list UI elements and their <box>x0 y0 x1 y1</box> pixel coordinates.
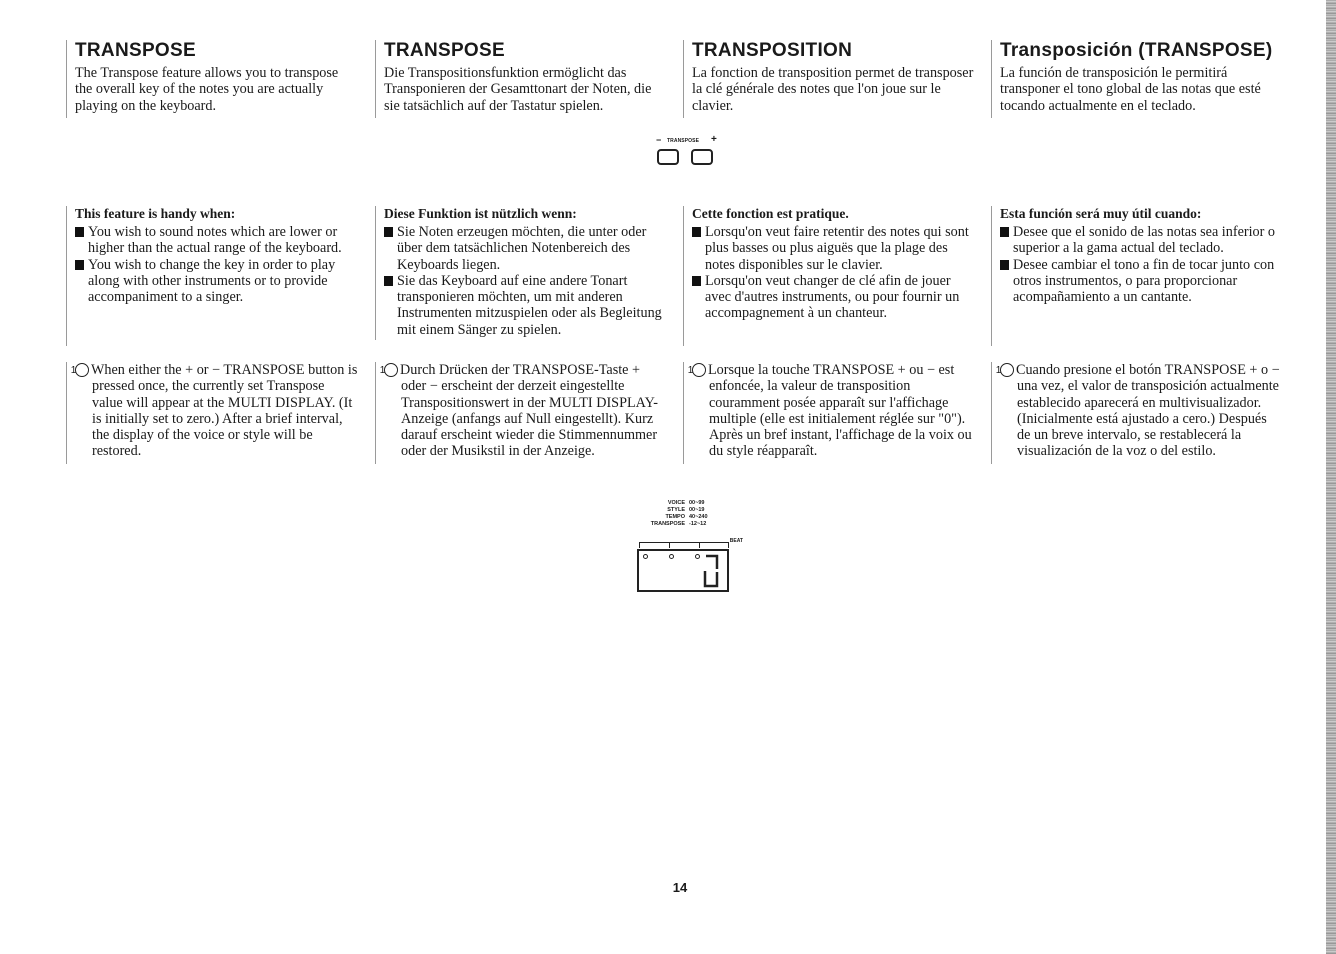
transpose-plus-label: + <box>711 134 717 145</box>
bullet-square-icon <box>384 276 393 286</box>
beat-tick <box>699 543 700 548</box>
transpose-minus-label: − <box>656 135 662 145</box>
german-intro-section <box>375 40 667 118</box>
list-item: You wish to change the key in order to play along with other instruments or to provide accompaniment to a singer. <box>75 257 358 306</box>
bullet-square-icon <box>75 260 84 270</box>
german-step-section <box>375 362 667 464</box>
spanish-step-section <box>991 362 1283 464</box>
list-item: You wish to sound notes which are lower or higher than the actual range of the keyboard. <box>75 224 358 257</box>
spanish-intro-section <box>991 40 1283 118</box>
french-intro-section <box>683 40 975 118</box>
french-intro: La fonction de transposition permet de transposer la clé générale des notes que l'on joue sur le clavier. <box>692 65 974 114</box>
spanish-step-1: 1 Cuando presione el botón TRANSPOSE + o − una vez, el valor de transposición actualmente establecido aparecerá en multivisualizador. (Inicialmente está ajustado a cero.) Después de un breve intervalo, se restablecerá la visualización de la voz o del estilo. <box>995 362 1280 460</box>
list-item: Desee cambiar el tono a fin de tocar junto con otros instrumentos, o para proporcionar acompañamiento a un cantante. <box>1000 257 1283 306</box>
french-handy-heading: Cette fonction est pratique. <box>692 206 849 221</box>
french-bullet-list <box>692 224 975 322</box>
list-item: Lorsqu'on veut changer de clé afin de jouer avec d'autres instruments, ou pour fournir un accompagnement à un chanteur. <box>692 273 975 322</box>
bullet-square-icon <box>692 227 701 237</box>
bullet-square-icon <box>692 276 701 286</box>
step-number-icon: 1 <box>384 363 398 377</box>
page-number: 14 <box>672 880 688 895</box>
digit-segment <box>705 571 717 586</box>
english-handy-heading: This feature is handy when: <box>75 206 236 221</box>
spanish-handy-heading: Esta función será muy útil cuando: <box>1000 206 1202 221</box>
beat-tick <box>639 543 640 548</box>
step-number-icon: 1 <box>1000 363 1014 377</box>
english-step-1: 1 When either the + or − TRANSPOSE button is pressed once, the currently set Transpose value will appear at the MULTI DISPLAY. (It is initially set to zero.) After a brief interval, the display of the voice or style will be restored. <box>70 362 358 460</box>
english-handy-section <box>66 206 358 346</box>
german-title: TRANSPOSE <box>384 40 505 61</box>
beat-dot-icon <box>669 554 674 559</box>
english-step-section <box>66 362 358 464</box>
list-item: Desee que el sonido de las notas sea inferior o superior a la gama actual del teclado. <box>1000 224 1283 257</box>
step-number-icon: 1 <box>692 363 706 377</box>
multi-display-diagram <box>625 500 745 600</box>
bullet-square-icon <box>384 227 393 237</box>
list-item: Lorsqu'on veut faire retentir des notes qui sont plus basses ou plus aiguës que la plage des notes disponibles sur le clavier. <box>692 224 975 273</box>
list-item: VOICE 00~99 <box>667 500 705 506</box>
beat-label: BEAT <box>729 538 743 544</box>
bullet-square-icon <box>1000 260 1009 270</box>
list-item: STYLE 00~19 <box>667 507 705 513</box>
lcd-screen <box>637 549 729 592</box>
german-handy-heading: Diese Funktion ist nützlich wenn: <box>384 206 577 221</box>
transpose-minus-button-icon <box>657 149 679 165</box>
german-handy-section <box>375 206 667 340</box>
german-intro: Die Transpositionsfunktion ermöglicht das Transponieren der Gesamttonart der Noten, die sie tatsächlich auf der Tastatur spielen. <box>384 65 652 114</box>
beat-dot-icon <box>643 554 648 559</box>
transpose-buttons-diagram <box>653 134 725 169</box>
bullet-square-icon <box>1000 227 1009 237</box>
scan-edge-shadow <box>1326 0 1336 954</box>
spanish-bullet-list <box>1000 224 1283 305</box>
lcd-digit-zero <box>703 554 719 588</box>
transpose-plus-button-icon <box>691 149 713 165</box>
spanish-title: Transposición (TRANSPOSE) <box>1000 40 1273 61</box>
transpose-name-label: TRANSPOSE <box>667 138 700 144</box>
german-bullet-list <box>384 224 667 338</box>
english-intro-section <box>66 40 358 118</box>
transpose-label-row <box>653 134 725 147</box>
french-title: TRANSPOSITION <box>692 40 853 61</box>
english-bullet-list <box>75 224 358 305</box>
spanish-intro: La función de transposición le permitirá transponer el tono global de las notas que esté tocando actualmente en el teclado. <box>1000 65 1261 114</box>
list-item: Sie das Keyboard auf eine andere Tonart transponieren möchten, um mit anderen Instrumenten mitzuspielen oder als Begleitung mit einem Sänger zu spielen. <box>384 273 667 338</box>
step-number-icon: 1 <box>75 363 89 377</box>
french-handy-section <box>683 206 975 346</box>
german-step-1: 1 Durch Drücken der TRANSPOSE-Taste + oder − erscheint der derzeit eingestellte Transpositionswert in der MULTI DISPLAY-Anzeige (anfangs auf Null eingestellt). Kurz darauf erscheint wieder die Stimmennummer oder der Musikstil in der Anzeige. <box>379 362 658 460</box>
english-intro: The Transpose feature allows you to transpose the overall key of the notes you are actually playing on the keyboard. <box>75 65 339 114</box>
beat-dot-icon <box>695 554 700 559</box>
list-item: TRANSPOSE -12~12 <box>650 521 707 527</box>
list-item: Sie Noten erzeugen möchten, die unter oder über dem tatsächlichen Notenbereich des Keyboards liegen. <box>384 224 667 273</box>
display-range-list <box>645 500 735 528</box>
spanish-handy-section <box>991 206 1283 346</box>
list-item: TEMPO 40~240 <box>665 514 708 520</box>
french-step-section <box>683 362 975 464</box>
french-step-1: 1 Lorsque la touche TRANSPOSE + ou − est enfoncée, la valeur de transposition couramment posée apparaît sur l'affichage multiple (elle est initialement réglée sur "0"). Après un bref instant, l'affichage de la voix ou du style réapparaît. <box>687 362 972 460</box>
bullet-square-icon <box>75 227 84 237</box>
digit-segment <box>706 556 717 569</box>
beat-tick <box>669 543 670 548</box>
english-title: TRANSPOSE <box>75 40 196 61</box>
